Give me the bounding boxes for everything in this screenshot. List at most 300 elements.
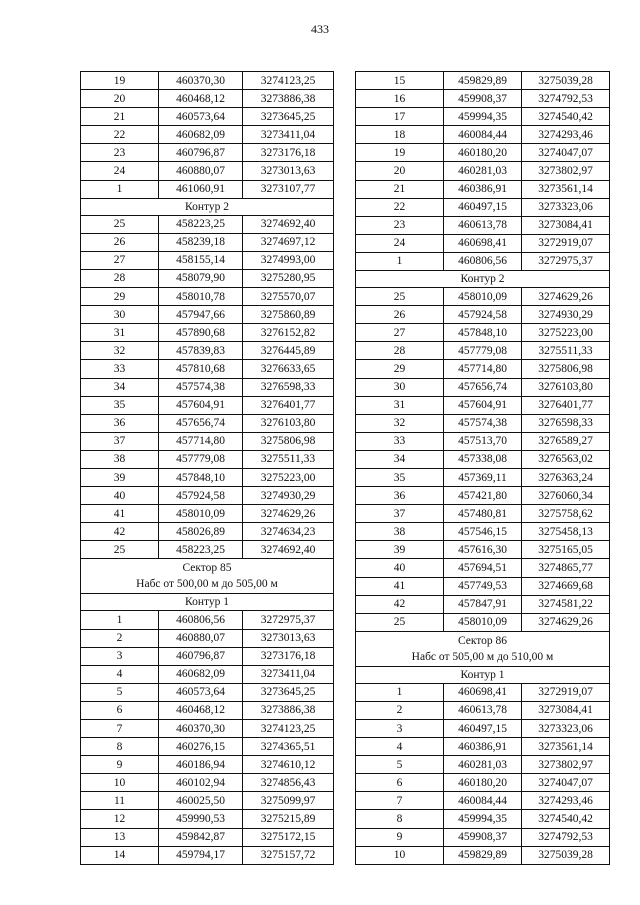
point-number-cell: 35	[81, 396, 159, 414]
y-coordinate-cell: 3274047,07	[522, 144, 610, 162]
y-coordinate-cell: 3275039,28	[522, 846, 610, 864]
x-coordinate-cell: 460698,41	[444, 683, 522, 701]
x-coordinate-cell: 457656,74	[159, 414, 243, 432]
table-row	[356, 720, 610, 738]
point-number-cell: 7	[81, 720, 159, 738]
table-row	[356, 234, 610, 252]
point-number-cell: 1	[356, 683, 444, 701]
table-row	[356, 505, 610, 523]
x-coordinate-cell: 458239,18	[159, 233, 243, 251]
x-coordinate-cell: 460806,56	[159, 611, 243, 629]
y-coordinate-cell: 3274792,53	[522, 90, 610, 108]
x-coordinate-cell: 460276,15	[159, 738, 243, 756]
table-row	[81, 233, 334, 251]
x-coordinate-cell: 459994,35	[444, 810, 522, 828]
point-number-cell: 31	[356, 396, 444, 414]
y-coordinate-cell: 3274123,25	[243, 72, 334, 90]
point-number-cell: 7	[356, 792, 444, 810]
x-coordinate-cell: 458079,90	[159, 269, 243, 287]
y-coordinate-cell: 3274365,51	[243, 738, 334, 756]
point-number-cell: 1	[81, 180, 159, 198]
y-coordinate-cell: 3274293,46	[522, 792, 610, 810]
point-number-cell: 24	[356, 234, 444, 252]
y-coordinate-cell: 3275165,05	[522, 541, 610, 559]
y-coordinate-cell: 3273802,97	[522, 162, 610, 180]
point-number-cell: 9	[356, 828, 444, 846]
point-number-cell: 10	[356, 846, 444, 864]
x-coordinate-cell: 459990,53	[159, 810, 243, 828]
x-coordinate-cell: 458223,25	[159, 541, 243, 559]
point-number-cell: 19	[356, 144, 444, 162]
point-number-cell: 28	[356, 342, 444, 360]
table-row	[81, 756, 334, 774]
x-coordinate-cell: 460806,56	[444, 252, 522, 270]
x-coordinate-cell: 459908,37	[444, 90, 522, 108]
table-row	[81, 342, 334, 360]
point-number-cell: 10	[81, 774, 159, 792]
table-row	[356, 756, 610, 774]
x-coordinate-cell: 457839,83	[159, 342, 243, 360]
table-row	[81, 360, 334, 378]
table-row	[81, 505, 334, 523]
point-number-cell: 34	[356, 450, 444, 468]
contour-header-row	[356, 666, 610, 683]
y-coordinate-cell: 3272919,07	[522, 683, 610, 701]
table-row	[81, 683, 334, 701]
table-row	[356, 468, 610, 486]
table-row	[356, 523, 610, 541]
y-coordinate-cell: 3276563,02	[522, 450, 610, 468]
x-coordinate-cell: 457421,80	[444, 487, 522, 505]
y-coordinate-cell: 3274540,42	[522, 810, 610, 828]
x-coordinate-cell: 460025,50	[159, 792, 243, 810]
y-coordinate-cell: 3272975,37	[243, 611, 334, 629]
table-row	[356, 306, 610, 324]
point-number-cell: 6	[356, 774, 444, 792]
point-number-cell: 41	[81, 505, 159, 523]
x-coordinate-cell: 459994,35	[444, 108, 522, 126]
table-row	[81, 378, 334, 396]
sector-header	[356, 631, 610, 666]
x-coordinate-cell: 458026,89	[159, 523, 243, 541]
x-coordinate-cell: 459829,89	[444, 846, 522, 864]
y-coordinate-cell: 3273411,04	[243, 665, 334, 683]
point-number-cell: 4	[81, 665, 159, 683]
y-coordinate-cell: 3274634,23	[243, 523, 334, 541]
table-row	[81, 72, 334, 90]
point-number-cell: 25	[356, 613, 444, 631]
y-coordinate-cell: 3273323,06	[522, 198, 610, 216]
y-coordinate-cell: 3276060,34	[522, 487, 610, 505]
y-coordinate-cell: 3276401,77	[243, 396, 334, 414]
table-row	[81, 126, 334, 144]
y-coordinate-cell: 3275223,00	[522, 324, 610, 342]
y-coordinate-cell: 3273013,63	[243, 629, 334, 647]
x-coordinate-cell: 460497,15	[444, 720, 522, 738]
table-row	[81, 180, 334, 198]
x-coordinate-cell: 457924,58	[444, 306, 522, 324]
sector-header-row	[356, 631, 610, 666]
point-number-cell: 11	[81, 792, 159, 810]
point-number-cell: 37	[356, 505, 444, 523]
y-coordinate-cell: 3273176,18	[243, 647, 334, 665]
y-coordinate-cell: 3274629,26	[243, 505, 334, 523]
y-coordinate-cell: 3274581,22	[522, 595, 610, 613]
y-coordinate-cell: 3274856,43	[243, 774, 334, 792]
y-coordinate-cell: 3275039,28	[522, 72, 610, 90]
point-number-cell: 34	[81, 378, 159, 396]
x-coordinate-cell: 457779,08	[444, 342, 522, 360]
point-number-cell: 33	[356, 432, 444, 450]
table-row	[81, 90, 334, 108]
x-coordinate-cell: 460386,91	[444, 738, 522, 756]
point-number-cell: 20	[356, 162, 444, 180]
x-coordinate-cell: 460573,64	[159, 108, 243, 126]
x-coordinate-cell: 460880,07	[159, 162, 243, 180]
y-coordinate-cell: 3273886,38	[243, 90, 334, 108]
y-coordinate-cell: 3276103,80	[243, 414, 334, 432]
y-coordinate-cell: 3275860,89	[243, 306, 334, 324]
sector-header	[81, 559, 334, 594]
table-row	[356, 198, 610, 216]
sector-height-range: Набс от 505,00 м до 510,00 м	[411, 650, 554, 663]
x-coordinate-cell: 457810,68	[159, 360, 243, 378]
point-number-cell: 27	[81, 251, 159, 269]
y-coordinate-cell: 3272919,07	[522, 234, 610, 252]
y-coordinate-cell: 3276598,33	[522, 414, 610, 432]
page-number: 433	[311, 22, 329, 36]
x-coordinate-cell: 457574,38	[159, 378, 243, 396]
table-row	[81, 162, 334, 180]
table-row	[356, 683, 610, 701]
y-coordinate-cell: 3274293,46	[522, 126, 610, 144]
table-row	[356, 360, 610, 378]
table-row	[81, 629, 334, 647]
y-coordinate-cell: 3273411,04	[243, 126, 334, 144]
table-row	[81, 108, 334, 126]
sector-title: Сектор 85	[182, 562, 232, 575]
x-coordinate-cell: 459794,17	[159, 846, 243, 864]
table-row	[356, 90, 610, 108]
y-coordinate-cell: 3274047,07	[522, 774, 610, 792]
y-coordinate-cell: 3273176,18	[243, 144, 334, 162]
point-number-cell: 28	[81, 269, 159, 287]
y-coordinate-cell: 3275570,07	[243, 288, 334, 306]
y-coordinate-cell: 3274692,40	[243, 215, 334, 233]
point-number-cell: 6	[81, 701, 159, 719]
y-coordinate-cell: 3276598,33	[243, 378, 334, 396]
table-row	[356, 342, 610, 360]
table-row	[356, 378, 610, 396]
y-coordinate-cell: 3276401,77	[522, 396, 610, 414]
x-coordinate-cell: 460102,94	[159, 774, 243, 792]
table-row	[81, 432, 334, 450]
point-number-cell: 9	[81, 756, 159, 774]
x-coordinate-cell: 457714,80	[159, 432, 243, 450]
point-number-cell: 30	[81, 306, 159, 324]
x-coordinate-cell: 458010,09	[444, 288, 522, 306]
x-coordinate-cell: 460698,41	[444, 234, 522, 252]
point-number-cell: 13	[81, 828, 159, 846]
point-number-cell: 27	[356, 324, 444, 342]
point-number-cell: 39	[81, 468, 159, 486]
table-row	[81, 665, 334, 683]
point-number-cell: 32	[356, 414, 444, 432]
point-number-cell: 26	[81, 233, 159, 251]
x-coordinate-cell: 457779,08	[159, 450, 243, 468]
y-coordinate-cell: 3276103,80	[522, 378, 610, 396]
x-coordinate-cell: 457924,58	[159, 487, 243, 505]
x-coordinate-cell: 460796,87	[159, 647, 243, 665]
y-coordinate-cell: 3273013,63	[243, 162, 334, 180]
point-number-cell: 42	[356, 595, 444, 613]
point-number-cell: 5	[356, 756, 444, 774]
y-coordinate-cell: 3272975,37	[522, 252, 610, 270]
point-number-cell: 25	[81, 215, 159, 233]
contour-header-row	[81, 198, 334, 215]
sector-header-row	[81, 559, 334, 594]
table-row	[81, 414, 334, 432]
table-row	[81, 523, 334, 541]
table-row	[356, 252, 610, 270]
point-number-cell: 1	[356, 252, 444, 270]
y-coordinate-cell: 3275280,95	[243, 269, 334, 287]
table-row	[356, 559, 610, 577]
table-row	[356, 541, 610, 559]
point-number-cell: 3	[81, 647, 159, 665]
y-coordinate-cell: 3273084,41	[522, 216, 610, 234]
table-row	[356, 288, 610, 306]
table-row	[81, 701, 334, 719]
y-coordinate-cell: 3274692,40	[243, 541, 334, 559]
contour-label: Контур 1	[81, 594, 334, 611]
x-coordinate-cell: 460370,30	[159, 72, 243, 90]
point-number-cell: 29	[356, 360, 444, 378]
table-row	[81, 215, 334, 233]
x-coordinate-cell: 459842,87	[159, 828, 243, 846]
y-coordinate-cell: 3275458,13	[522, 523, 610, 541]
table-row	[356, 126, 610, 144]
point-number-cell: 38	[356, 523, 444, 541]
y-coordinate-cell: 3275215,89	[243, 810, 334, 828]
x-coordinate-cell: 457947,66	[159, 306, 243, 324]
table-row	[356, 324, 610, 342]
x-coordinate-cell: 460468,12	[159, 701, 243, 719]
y-coordinate-cell: 3275511,33	[522, 342, 610, 360]
point-number-cell: 12	[81, 810, 159, 828]
x-coordinate-cell: 459829,89	[444, 72, 522, 90]
point-number-cell: 23	[81, 144, 159, 162]
point-number-cell: 30	[356, 378, 444, 396]
table-row	[81, 720, 334, 738]
point-number-cell: 1	[81, 611, 159, 629]
x-coordinate-cell: 460281,03	[444, 756, 522, 774]
x-coordinate-cell: 460370,30	[159, 720, 243, 738]
x-coordinate-cell: 457847,91	[444, 595, 522, 613]
table-row	[81, 611, 334, 629]
y-coordinate-cell: 3274792,53	[522, 828, 610, 846]
table-row	[81, 306, 334, 324]
y-coordinate-cell: 3274629,26	[522, 288, 610, 306]
point-number-cell: 21	[356, 180, 444, 198]
y-coordinate-cell: 3275157,72	[243, 846, 334, 864]
sector-height-range: Набс от 500,00 м до 505,00 м	[136, 578, 278, 591]
y-coordinate-cell: 3273802,97	[522, 756, 610, 774]
y-coordinate-cell: 3275223,00	[243, 468, 334, 486]
x-coordinate-cell: 460468,12	[159, 90, 243, 108]
table-row	[356, 144, 610, 162]
table-row	[356, 72, 610, 90]
table-row	[81, 288, 334, 306]
table-row	[356, 450, 610, 468]
point-number-cell: 20	[81, 90, 159, 108]
x-coordinate-cell: 460682,09	[159, 665, 243, 683]
point-number-cell: 40	[81, 487, 159, 505]
y-coordinate-cell: 3274930,29	[522, 306, 610, 324]
table-row	[356, 396, 610, 414]
x-coordinate-cell: 460186,94	[159, 756, 243, 774]
sector-title: Сектор 86	[457, 634, 508, 647]
y-coordinate-cell: 3276445,89	[243, 342, 334, 360]
coordinates-table-left	[80, 71, 334, 865]
table-row	[81, 450, 334, 468]
y-coordinate-cell: 3274540,42	[522, 108, 610, 126]
coordinates-table-right	[355, 71, 610, 865]
x-coordinate-cell: 460573,64	[159, 683, 243, 701]
x-coordinate-cell: 458155,14	[159, 251, 243, 269]
contour-label: Контур 2	[81, 198, 334, 215]
table-row	[81, 810, 334, 828]
point-number-cell: 8	[81, 738, 159, 756]
y-coordinate-cell: 3273645,25	[243, 683, 334, 701]
point-number-cell: 31	[81, 324, 159, 342]
table-row	[81, 468, 334, 486]
point-number-cell: 41	[356, 577, 444, 595]
point-number-cell: 23	[356, 216, 444, 234]
x-coordinate-cell: 460880,07	[159, 629, 243, 647]
point-number-cell: 35	[356, 468, 444, 486]
y-coordinate-cell: 3276633,65	[243, 360, 334, 378]
point-number-cell: 22	[81, 126, 159, 144]
table-row	[81, 828, 334, 846]
x-coordinate-cell: 457604,91	[444, 396, 522, 414]
point-number-cell: 42	[81, 523, 159, 541]
x-coordinate-cell: 458223,25	[159, 215, 243, 233]
y-coordinate-cell: 3274610,12	[243, 756, 334, 774]
x-coordinate-cell: 457616,30	[444, 541, 522, 559]
point-number-cell: 29	[81, 288, 159, 306]
point-number-cell: 14	[81, 846, 159, 864]
x-coordinate-cell: 460281,03	[444, 162, 522, 180]
point-number-cell: 25	[81, 541, 159, 559]
y-coordinate-cell: 3274629,26	[522, 613, 610, 631]
table-row	[356, 792, 610, 810]
table-row	[81, 846, 334, 864]
y-coordinate-cell: 3274123,25	[243, 720, 334, 738]
x-coordinate-cell: 460497,15	[444, 198, 522, 216]
x-coordinate-cell: 460180,20	[444, 774, 522, 792]
table-row	[356, 432, 610, 450]
table-row	[356, 613, 610, 631]
point-number-cell: 32	[81, 342, 159, 360]
point-number-cell: 33	[81, 360, 159, 378]
point-number-cell: 5	[81, 683, 159, 701]
x-coordinate-cell: 460180,20	[444, 144, 522, 162]
x-coordinate-cell: 458010,09	[444, 613, 522, 631]
table-row	[81, 774, 334, 792]
y-coordinate-cell: 3273886,38	[243, 701, 334, 719]
table-row	[356, 701, 610, 719]
y-coordinate-cell: 3275511,33	[243, 450, 334, 468]
y-coordinate-cell: 3274993,00	[243, 251, 334, 269]
x-coordinate-cell: 461060,91	[159, 180, 243, 198]
y-coordinate-cell: 3273084,41	[522, 701, 610, 719]
x-coordinate-cell: 457480,81	[444, 505, 522, 523]
table-row	[356, 487, 610, 505]
x-coordinate-cell: 457546,15	[444, 523, 522, 541]
y-coordinate-cell: 3274697,12	[243, 233, 334, 251]
table-row	[81, 396, 334, 414]
table-row	[356, 774, 610, 792]
x-coordinate-cell: 460084,44	[444, 792, 522, 810]
point-number-cell: 4	[356, 738, 444, 756]
contour-label: Контур 1	[356, 666, 610, 683]
y-coordinate-cell: 3274669,68	[522, 577, 610, 595]
point-number-cell: 37	[81, 432, 159, 450]
x-coordinate-cell: 457656,74	[444, 378, 522, 396]
x-coordinate-cell: 460682,09	[159, 126, 243, 144]
y-coordinate-cell: 3275099,97	[243, 792, 334, 810]
point-number-cell: 2	[356, 701, 444, 719]
point-number-cell: 38	[81, 450, 159, 468]
table-row	[81, 541, 334, 559]
point-number-cell: 25	[356, 288, 444, 306]
contour-header-row	[81, 594, 334, 611]
point-number-cell: 2	[81, 629, 159, 647]
x-coordinate-cell: 457848,10	[159, 468, 243, 486]
x-coordinate-cell: 458010,78	[159, 288, 243, 306]
table-row	[356, 180, 610, 198]
y-coordinate-cell: 3274930,29	[243, 487, 334, 505]
y-coordinate-cell: 3276589,27	[522, 432, 610, 450]
x-coordinate-cell: 460613,78	[444, 701, 522, 719]
x-coordinate-cell: 459908,37	[444, 828, 522, 846]
x-coordinate-cell: 460796,87	[159, 144, 243, 162]
y-coordinate-cell: 3274865,77	[522, 559, 610, 577]
x-coordinate-cell: 458010,09	[159, 505, 243, 523]
point-number-cell: 36	[356, 487, 444, 505]
y-coordinate-cell: 3273645,25	[243, 108, 334, 126]
table-row	[81, 792, 334, 810]
point-number-cell: 3	[356, 720, 444, 738]
x-coordinate-cell: 457369,11	[444, 468, 522, 486]
table-row	[81, 647, 334, 665]
x-coordinate-cell: 457338,08	[444, 450, 522, 468]
table-row	[356, 162, 610, 180]
point-number-cell: 18	[356, 126, 444, 144]
x-coordinate-cell: 457513,70	[444, 432, 522, 450]
contour-header-row	[356, 271, 610, 288]
table-row	[81, 269, 334, 287]
table-row	[81, 144, 334, 162]
table-row	[356, 414, 610, 432]
point-number-cell: 17	[356, 108, 444, 126]
x-coordinate-cell: 457604,91	[159, 396, 243, 414]
table-row	[356, 108, 610, 126]
y-coordinate-cell: 3275806,98	[243, 432, 334, 450]
point-number-cell: 39	[356, 541, 444, 559]
table-row	[356, 810, 610, 828]
